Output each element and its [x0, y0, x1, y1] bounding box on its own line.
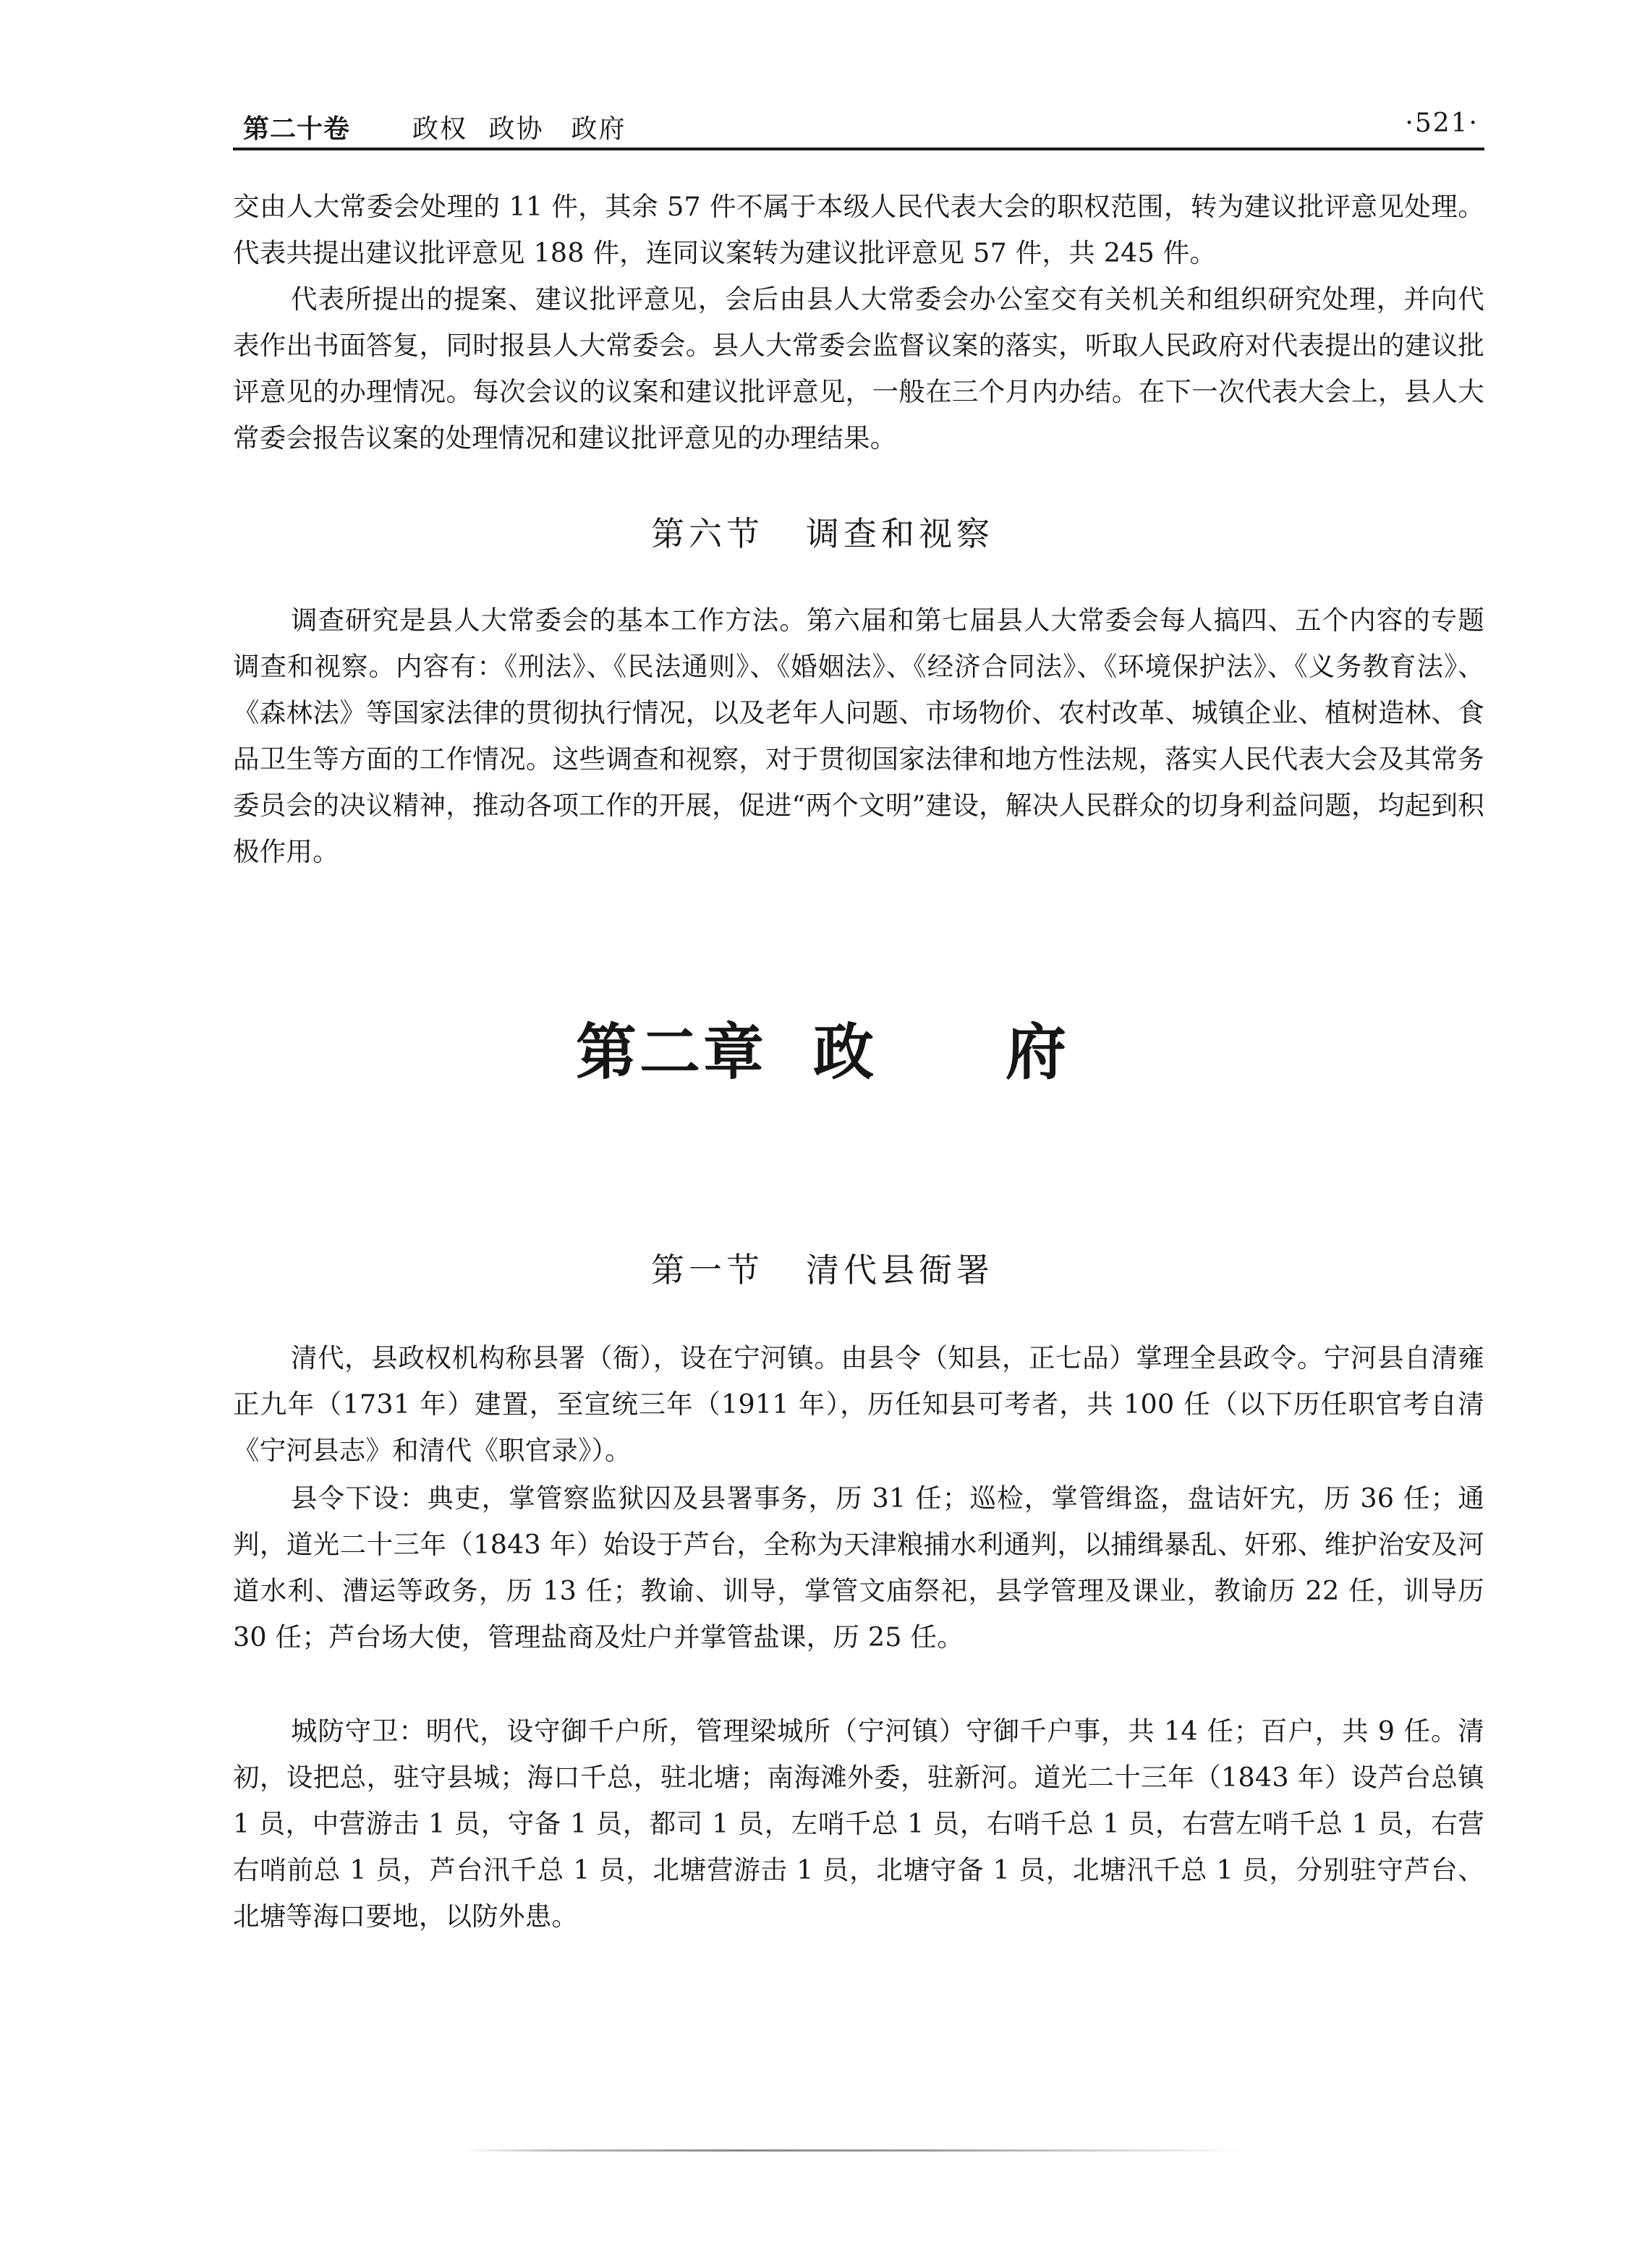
header-rule [233, 148, 1484, 150]
chapter-title-part-2: 府 [1006, 1017, 1070, 1088]
section-number: 第六节 [651, 514, 764, 553]
section-title: 清代县衙署 [806, 1250, 994, 1289]
paragraph-subordinate-officials: 县令下设：典吏，掌管察监狱囚及县署事务，历 31 任；巡检，掌管缉盗，盘诘奸宄，历 36 任；通判，道光二十三年（1843 年）始设于芦台，全称为天津粮捕水利通判，以捕缉暴乱、奸邪、维护治安及河道水利、漕运等政务，历 13 任；教谕、训导，掌管文庙祭祀，县学管理及课业，教谕历 22 任，训导历 30 任；芦台场大使，管理盐商及灶户并掌管盐课，历 25 任。 [233, 1483, 1484, 1653]
section-heading-6 [0, 508, 1645, 555]
chapter-heading [0, 1004, 1645, 1091]
paragraph-county-office: 清代，县政权机构称县署（衙），设在宁河镇。由县令（知县，正七品）掌理全县政令。宁河县自清雍正九年（1731 年）建置，至宣统三年（1911 年），历任知县可考者，共 100 任（以下历任职官考自清《宁河县志》和清代《职官录》）。 [233, 1342, 1484, 1466]
section-number: 第一节 [651, 1250, 764, 1289]
paragraph-investigation: 调查研究是县人大常委会的基本工作方法。第六届和第七届县人大常委会每人搞四、五个内容的专题调查和视察。内容有：《刑法》、《民法通则》、《婚姻法》、《经济合同法》、《环境保护法》、《义务教育法》、《森林法》等国家法律的贯彻执行情况，以及老年人问题、市场物价、农村改革、城镇企业、植树造林、食品卫生等方面的工作情况。这些调查和视察，对于贯彻国家法律和地方性法规，落实人民代表大会及其常务委员会的决议精神，推动各项工作的开展，促进“两个文明”建设，解决人民群众的切身利益问题，均起到积极作用。 [233, 605, 1484, 867]
running-header [233, 101, 1484, 146]
header-section-label: 政权 政协 政府 [412, 114, 626, 144]
paragraph-proposals: 代表所提出的提案、建议批评意见，会后由县人大常委会办公室交有关机关和组织研究处理，并向代表作出书面答复，同时报县人大常委会。县人大常委会监督议案的落实，听取人民政府对代表提出的建议批评意见的办理情况。每次会议的议案和建议批评意见，一般在三个月内办结。在下一次代表大会上，县人大常委会报告议案的处理情况和建议批评意见的办理结果。 [233, 284, 1484, 453]
volume-label: 第二十卷 [243, 114, 351, 144]
scan-artifact-line [463, 2149, 1244, 2152]
paragraph-continued: 交由人大常委会处理的 11 件，其余 57 件不属于本级人民代表大会的职权范围，转为建议批评意见处理。代表共提出建议批评意见 188 件，连同议案转为建议批评意见 57 件，共 245 件。 [233, 191, 1484, 268]
section-title: 调查和视察 [806, 514, 994, 553]
chapter-number: 第二章 [575, 1017, 767, 1088]
chapter-title-part-1: 政 [812, 1017, 877, 1088]
page-number: ·521· [1405, 108, 1479, 138]
paragraph-city-defense: 城防守卫：明代，设守御千户所，管理梁城所（宁河镇）守御千户事，共 14 任；百户，共 9 任。清初，设把总，驻守县城；海口千总，驻北塘；南海滩外委，驻新河。道光二十三年（1843 年）设芦台总镇 1 员，中营游击 1 员，守备 1 员，都司 1 员，左哨千总 1 员，右哨千总 1 员，右营左哨千总 1 员，右营右哨前总 1 员，芦台汛千总 1 员，北塘营游击 1 员，北塘守备 1 员，北塘汛千总 1 员，分别驻守芦台、北塘等海口要地，以防外患。 [233, 1715, 1484, 1932]
section-heading-1 [0, 1244, 1645, 1292]
